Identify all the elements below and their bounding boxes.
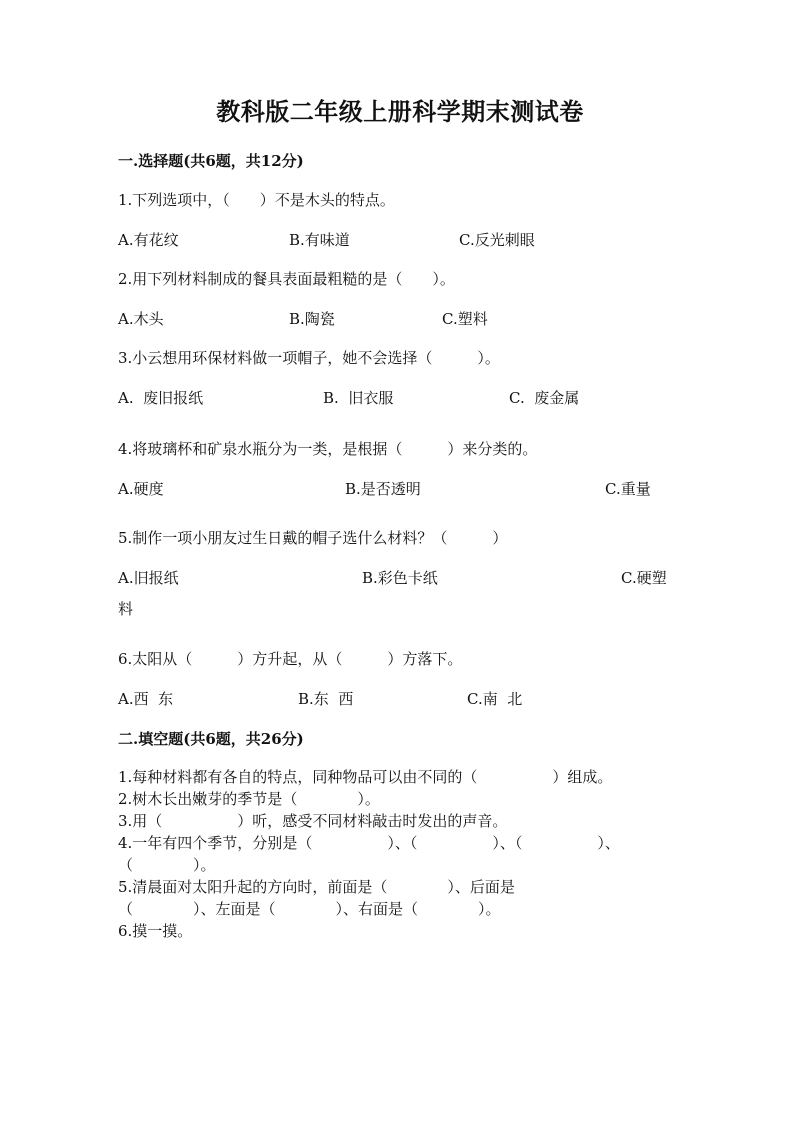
- fill-line-5-cont: （ ）、左面是（ ）、右面是（ ）。: [118, 900, 501, 918]
- question-5-option-a: A.旧报纸: [118, 569, 179, 587]
- question-3-option-c: C. 废金属: [509, 389, 580, 407]
- fill-line-6: 6.摸一摸。: [118, 922, 193, 940]
- question-4-option-a: A.硬度: [118, 480, 164, 498]
- question-3-option-a: A. 废旧报纸: [118, 389, 204, 407]
- fill-line-5: 5.清晨面对太阳升起的方向时，前面是（ ）、后面是: [118, 878, 515, 896]
- question-2-option-b: B.陶瓷: [289, 310, 335, 328]
- fill-line-4: 4.一年有四个季节，分别是（ ）、（ ）、（ ）、: [118, 834, 620, 852]
- question-4-option-c: C.重量: [605, 480, 651, 498]
- question-6-option-c: C.南 北: [467, 690, 523, 708]
- question-5-option-b: B.彩色卡纸: [362, 569, 438, 587]
- question-1: 1.下列选项中，（ ）不是木头的特点。: [118, 191, 395, 209]
- question-5-option-c: C.硬塑: [621, 569, 667, 587]
- question-6-option-b: B.东 西: [298, 690, 354, 708]
- fill-line-1: 1.每种材料都有各自的特点，同种物品可以由不同的（ ）组成。: [118, 768, 613, 786]
- question-2: 2.用下列材料制成的餐具表面最粗糙的是（ ）。: [118, 270, 455, 288]
- question-4: 4.将玻璃杯和矿泉水瓶分为一类，是根据（ ）来分类的。: [118, 440, 538, 458]
- question-5: 5.制作一项小朋友过生日戴的帽子选什么材料？（ ）: [118, 529, 508, 547]
- question-1-option-a: A.有花纹: [118, 231, 179, 249]
- question-3-option-b: B. 旧衣服: [323, 389, 394, 407]
- fill-line-3: 3.用（ ）听，感受不同材料敲击时发出的声音。: [118, 812, 508, 830]
- question-6-option-a: A.西 东: [118, 690, 174, 708]
- question-2-option-c: C.塑料: [442, 310, 488, 328]
- question-5-option-c-wrap: 料: [118, 600, 134, 618]
- question-3: 3.小云想用环保材料做一项帽子，她不会选择（ ）。: [118, 349, 500, 367]
- question-6: 6.太阳从（ ）方升起，从（ ）方落下。: [118, 650, 463, 668]
- section-header-choice: 一.选择题(共6题，共12分): [118, 152, 304, 170]
- page-title: 教科版二年级上册科学期末测试卷: [216, 97, 584, 126]
- fill-line-2: 2.树木长出嫩芽的季节是（ ）。: [118, 790, 380, 808]
- question-1-option-c: C.反光刺眼: [459, 231, 535, 249]
- question-2-option-a: A.木头: [118, 310, 164, 328]
- fill-line-4-cont: （ ）。: [118, 856, 216, 874]
- section-header-fill: 二.填空题(共6题，共26分): [118, 730, 304, 748]
- question-4-option-b: B.是否透明: [345, 480, 421, 498]
- question-1-option-b: B.有味道: [289, 231, 350, 249]
